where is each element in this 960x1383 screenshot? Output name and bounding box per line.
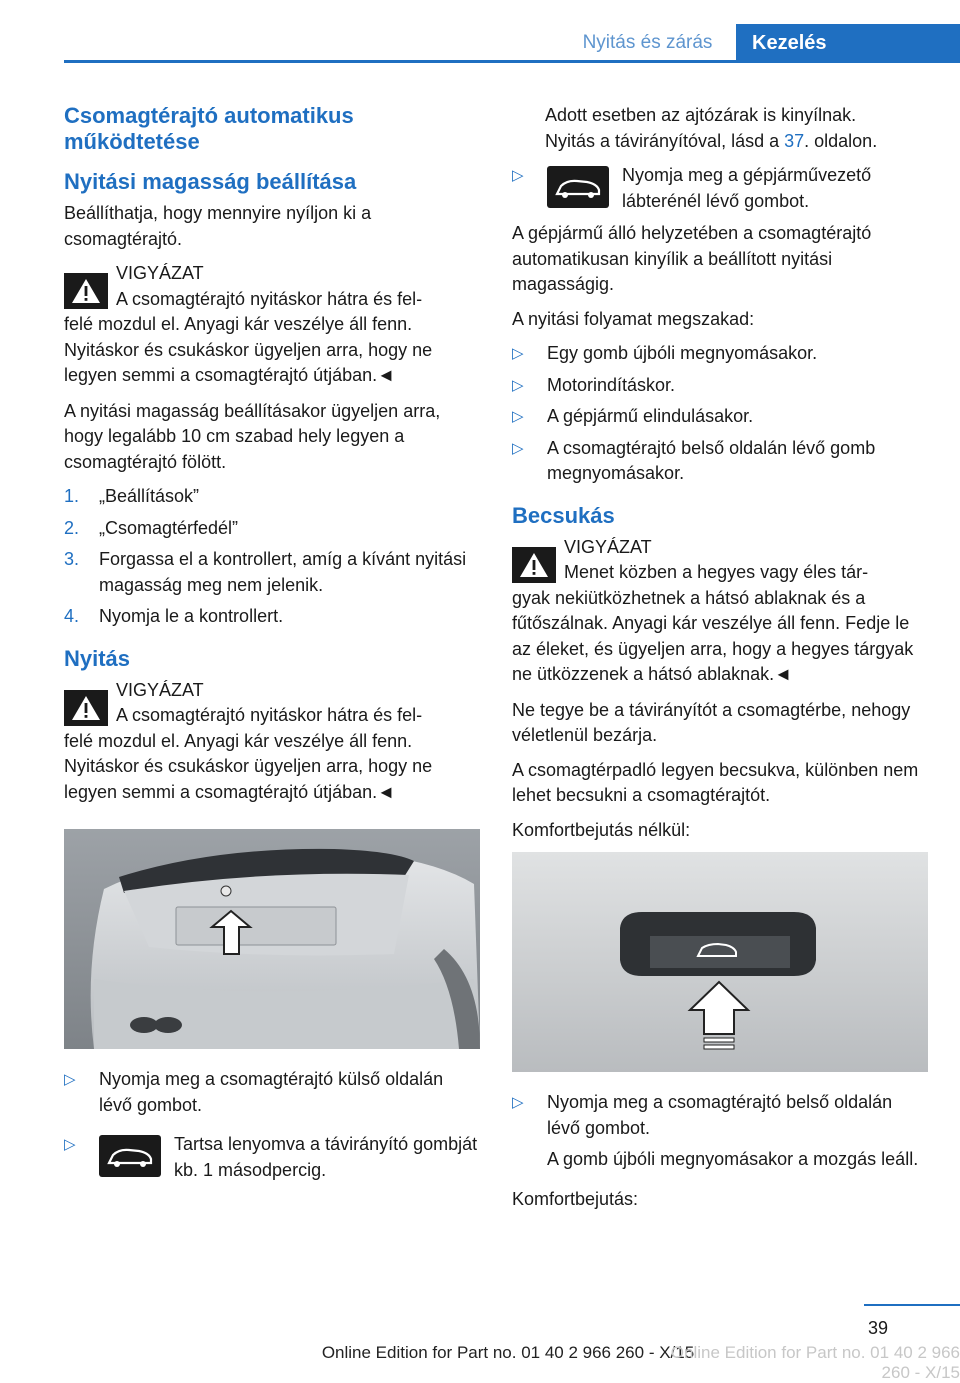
comfort-without-label: Komfortbejutás nélkül: xyxy=(512,819,691,840)
list-item: ▷ Egy gomb újbóli megnyomásakor. xyxy=(512,343,818,363)
warning-block xyxy=(64,261,480,389)
height-text: A nyitási magasság beállításakor ügyeljen arra, hogy legalább 10 cm szabad hely legyen a csomagtérajtó fölött. xyxy=(64,400,441,472)
warning-text: gyak nekiütközhetnek a hátsó ablaknak és a fűtőszálnak. Anyagi kár veszélye áll fenn. Fedje le az éleket, és ügyeljen arra, hogy a hegyes tárgyak ne ütközzenek a hátsó ablaknak.◄ xyxy=(512,587,914,684)
warning-icon xyxy=(512,547,556,583)
page-link[interactable]: 37 xyxy=(784,130,805,151)
intro-text: Beállíthatja, hogy mennyire nyíljon ki a csomagtérajtó. xyxy=(64,203,372,249)
list-item: 1. „Beállítások” xyxy=(64,486,200,506)
auto-text: A gépjármű álló helyzetében a csomagtérajtó automatikusan kinyílik a beállított nyitási magasságig. xyxy=(512,223,872,294)
interrupt-list xyxy=(512,341,930,487)
closing-list xyxy=(512,1090,930,1141)
edition-text: Online Edition for Part no. 01 40 2 966 260 - X/15 xyxy=(321,1343,695,1362)
opening-list xyxy=(64,1067,480,1184)
list-item: ▷ Nyomja meg a gépjárművezető lábterénél lévő gombot. xyxy=(512,165,872,211)
list-item: 2. „Csomagtérfedél” xyxy=(64,517,239,538)
list-item: ▷ Motorindításkor. xyxy=(512,374,676,395)
warning-text: Menet közben a hegyes vagy éles tár- xyxy=(564,562,869,582)
interrupt-text: A nyitási folyamat megszakad: xyxy=(512,308,755,329)
header-rule xyxy=(64,60,960,63)
driver-list xyxy=(512,163,930,215)
remote-text: Nyitás a távirányítóval, lásd a 37. oldalon. xyxy=(545,130,878,151)
warning-title: VIGYÁZAT xyxy=(564,536,652,557)
warning-text: felé mozdul el. Anyagi kár veszélye áll fenn. Nyitáskor és csukáskor ügyeljen arra, hogy ne legyen semmi a csomagtérajtó útjában.◄ xyxy=(64,730,433,802)
tailgate-button-illustration xyxy=(512,852,928,1072)
list-item: ▷ A csomagtérajtó belső oldalán lévő gomb megnyomásakor. xyxy=(512,437,876,483)
list-item: ▷ Tartsa lenyomva a távirányító gombját kb. 1 másodpercig. xyxy=(64,1134,478,1180)
warning-icon xyxy=(64,690,108,726)
warning-text: A csomagtérajtó nyitáskor hátra és fel- xyxy=(116,288,423,309)
header-section-tab: Nyitás és zárás xyxy=(582,32,713,53)
list-item: 4. Nyomja le a kontrollert. xyxy=(64,606,284,626)
warning-text: A csomagtérajtó nyitáskor hátra és fel- xyxy=(116,705,423,725)
floor-text: A csomagtérpadló legyen becsukva, különben nem lehet becsukni a csomagtérajtót. xyxy=(512,759,919,805)
heading-opening-height: Nyitási magasság beállítása xyxy=(64,169,357,194)
heading-closing: Becsukás xyxy=(512,502,615,528)
list-item: ▷ A gépjármű elindulásakor. xyxy=(512,406,754,426)
warning-block xyxy=(512,535,930,688)
warning-text: felé mozdul el. Anyagi kár veszélye áll fenn. Nyitáskor és csukáskor ügyeljen arra, hogy ne legyen semmi a csomagtérajtó útjában.◄ xyxy=(64,314,433,385)
heading-opening: Nyitás xyxy=(64,645,131,671)
warning-block xyxy=(64,678,480,806)
left-column xyxy=(64,103,480,1190)
page-title: Csomagtérajtó automatikus működtetése xyxy=(64,103,354,154)
warning-title: VIGYÁZAT xyxy=(116,263,204,283)
list-item: ▷ Nyomja meg a csomagtérajtó külső oldalán lévő gombot. xyxy=(64,1069,444,1115)
doors-text: Adott esetben az ajtózárak is kinyílnak. xyxy=(545,105,857,125)
header-active-tab: Kezelés xyxy=(736,24,960,62)
footer-rule xyxy=(864,1304,960,1306)
stop-text: A gomb újbóli megnyomásakor a mozgás leáll. xyxy=(547,1149,919,1169)
remote-warning-text: Ne tegye be a távirányítót a csomagtérbe, nehogy véletlenül bezárja. xyxy=(512,699,911,745)
warning-title: VIGYÁZAT xyxy=(116,679,204,700)
remote-trunk-key-icon xyxy=(99,1135,161,1177)
comfort-label: Komfortbejutás: xyxy=(512,1188,639,1209)
page-number: 39 xyxy=(867,1318,889,1338)
right-column xyxy=(512,103,930,1221)
list-item: ▷ Nyomja meg a csomagtérajtó belső oldalán lévő gombot. xyxy=(512,1092,893,1138)
watermark-text: Online Edition for Part no. 01 40 2 966 260 - X/15 xyxy=(670,1343,960,1382)
steps-list xyxy=(64,484,480,630)
footwell-trunk-button-icon xyxy=(547,166,609,208)
car-rear-illustration xyxy=(64,829,480,1049)
list-item: 3. Forgassa el a kontrollert, amíg a kívánt nyitási magasság meg nem jelenik. xyxy=(64,549,467,595)
warning-icon xyxy=(64,273,108,309)
